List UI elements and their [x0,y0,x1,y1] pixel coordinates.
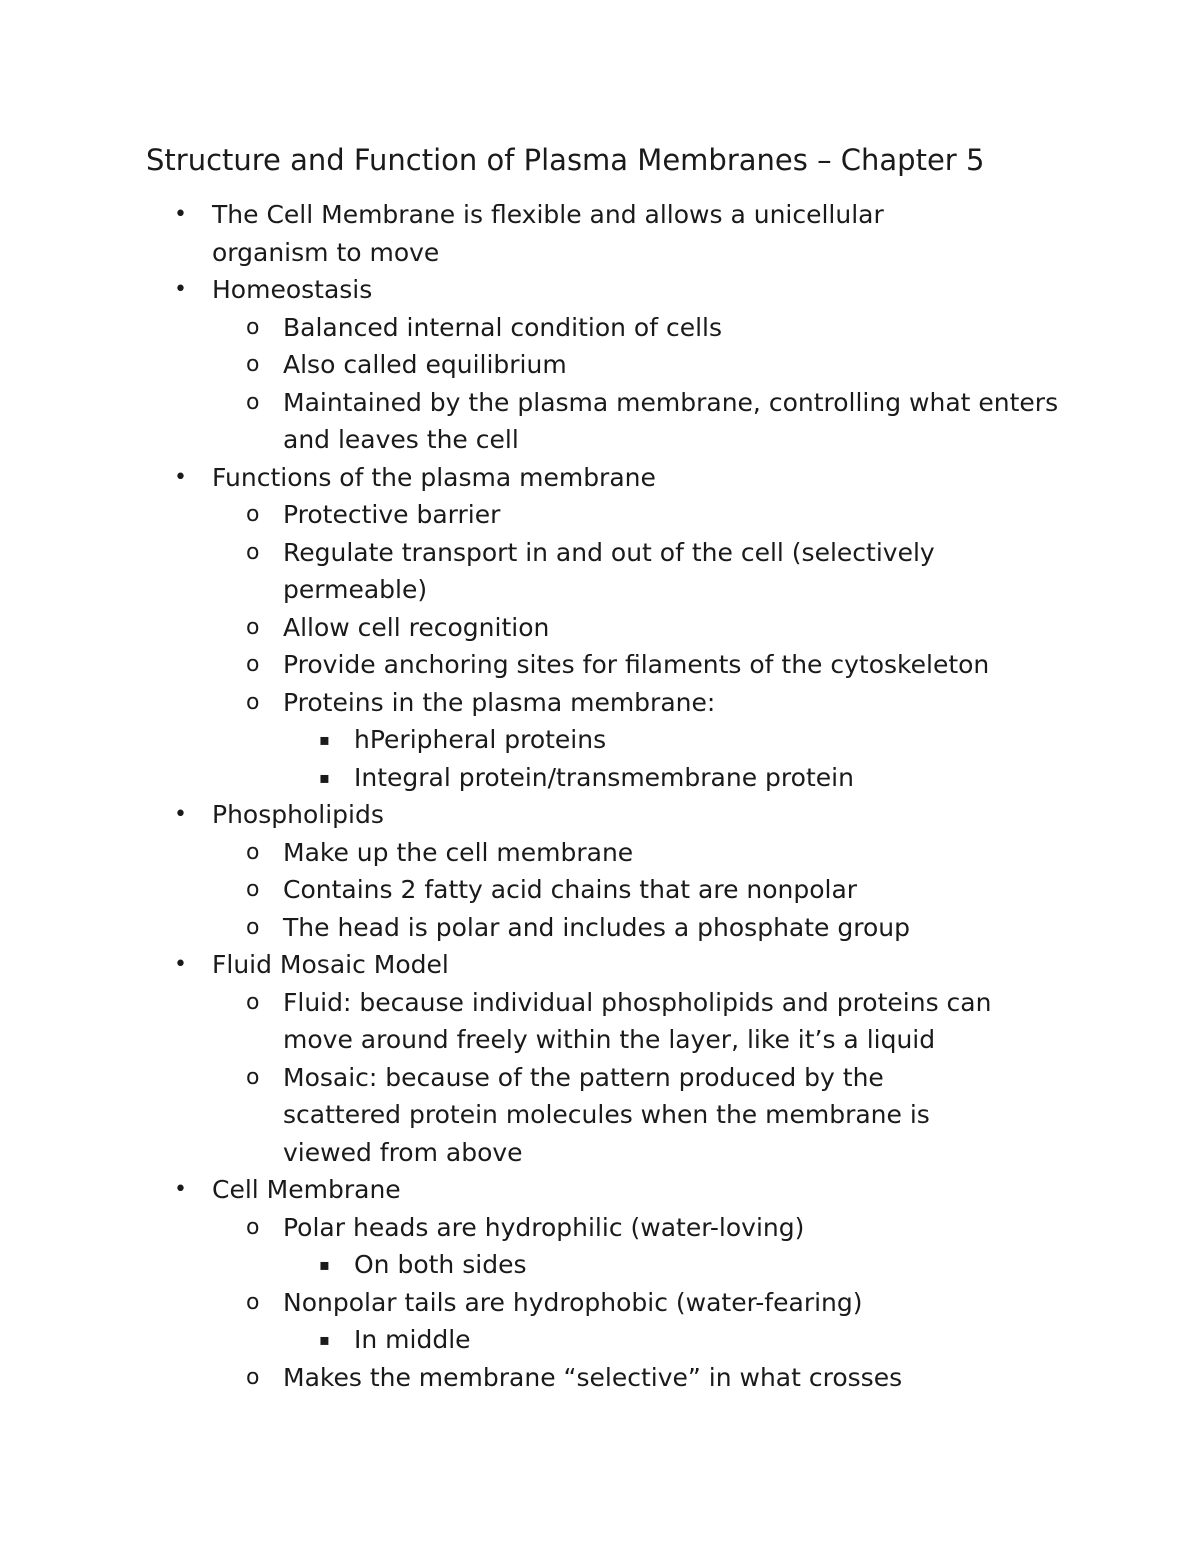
outline-item-text: Contains 2 fatty acid chains that are nonpolar [283,875,858,904]
outline-item-level-2 [0,496,1200,534]
outline-item-text: Protective barrier [283,500,501,529]
outline-item-text: Provide anchoring sites for filaments of the cytoskeleton [283,650,990,679]
outline-item-level-1 [0,196,1200,271]
outline-item-level-1 [0,271,1200,309]
bullet-marker: o [246,352,260,377]
bullet-marker: o [246,314,260,340]
outline-item-text: Functions of the plasma membrane [212,462,656,492]
outline-item-text: Also called equilibrium [283,350,567,379]
bullet-marker: o [246,1289,260,1315]
outline-item-level-2 [0,1209,1200,1247]
outline-item-level-2 [0,609,1200,647]
outline-item-text: Proteins in the plasma membrane: [283,687,716,717]
outline-item-text: Fluid: because individual phospholipids and proteins can move around freely within the layer, like it’s a liquid [283,987,992,1054]
bullet-marker: ▪ [319,1330,330,1349]
bullet-marker: • [174,202,187,227]
outline-item-level-2 [0,534,1200,609]
notes-outline [0,196,1200,1396]
outline-item-level-3 [0,759,1200,797]
bullet-marker: o [246,539,260,565]
bullet-marker: • [174,952,187,977]
outline-item-text: On both sides [354,1250,527,1279]
bullet-marker: o [246,689,260,715]
outline-item-text: Cell Membrane [212,1175,401,1204]
outline-item-level-2 [0,909,1200,947]
page-title: Structure and Function of Plasma Membranes – Chapter 5 [146,143,985,177]
bullet-marker: o [246,839,260,865]
outline-item-text: Nonpolar tails are hydrophobic (water-fearing) [283,1287,863,1317]
outline-item-text: hPeripheral proteins [354,725,607,754]
bullet-marker: o [246,989,260,1015]
outline-item-text: Mosaic: because of the pattern produced by the scattered protein molecules when the membrane is viewed from above [283,1062,930,1167]
bullet-marker: • [174,464,187,490]
outline-item-level-2 [0,871,1200,909]
bullet-marker: o [246,614,260,640]
outline-item-level-3 [0,1246,1200,1284]
bullet-marker: • [174,802,187,827]
outline-item-text: In middle [354,1325,471,1354]
outline-item-text: Make up the cell membrane [283,837,634,867]
outline-item-text: Makes the membrane “selective” in what crosses [283,1362,903,1392]
outline-item-text: Phospholipids [212,800,384,829]
bullet-marker: • [174,277,187,302]
outline-item-level-1 [0,1171,1200,1209]
bullet-marker: ▪ [319,767,330,787]
outline-item-text: Balanced internal condition of cells [283,312,723,342]
outline-item-text: Maintained by the plasma membrane, controlling what enters and leaves the cell [283,387,1059,454]
outline-item-text: The Cell Membrane is flexible and allows a unicellular organism to move [212,200,884,267]
outline-item-level-2 [0,1284,1200,1322]
bullet-marker: o [246,1364,260,1390]
bullet-marker: o [246,502,260,527]
outline-item-level-1 [0,946,1200,984]
outline-item-level-2 [0,309,1200,347]
bullet-marker: ▪ [319,730,330,749]
outline-item-text: Allow cell recognition [283,612,550,642]
outline-item-level-2 [0,384,1200,459]
bullet-marker: o [246,652,260,677]
bullet-marker: o [246,1214,260,1240]
outline-item-text: Fluid Mosaic Model [212,950,449,979]
outline-item-text: The head is polar and includes a phosphate group [283,912,910,942]
outline-item-level-2 [0,834,1200,872]
outline-item-level-1 [0,796,1200,834]
outline-item-text: Homeostasis [212,275,373,304]
outline-item-level-2 [0,646,1200,684]
outline-item-text: Integral protein/transmembrane protein [354,762,854,792]
outline-item-level-2 [0,1059,1200,1172]
outline-item-text: Regulate transport in and out of the cell (selectively permeable) [283,537,935,604]
bullet-marker: o [246,914,260,940]
outline-item-level-3 [0,721,1200,759]
bullet-marker: o [246,389,260,415]
outline-item-level-2 [0,684,1200,722]
bullet-marker: o [246,877,260,902]
outline-item-level-2 [0,346,1200,384]
bullet-marker: ▪ [319,1255,330,1274]
outline-item-level-3 [0,1321,1200,1359]
outline-item-level-2 [0,1359,1200,1397]
outline-item-text: Polar heads are hydrophilic (water-loving) [283,1212,805,1242]
bullet-marker: o [246,1064,260,1090]
bullet-marker: • [174,1177,187,1202]
outline-item-level-2 [0,984,1200,1059]
outline-item-level-1 [0,459,1200,497]
